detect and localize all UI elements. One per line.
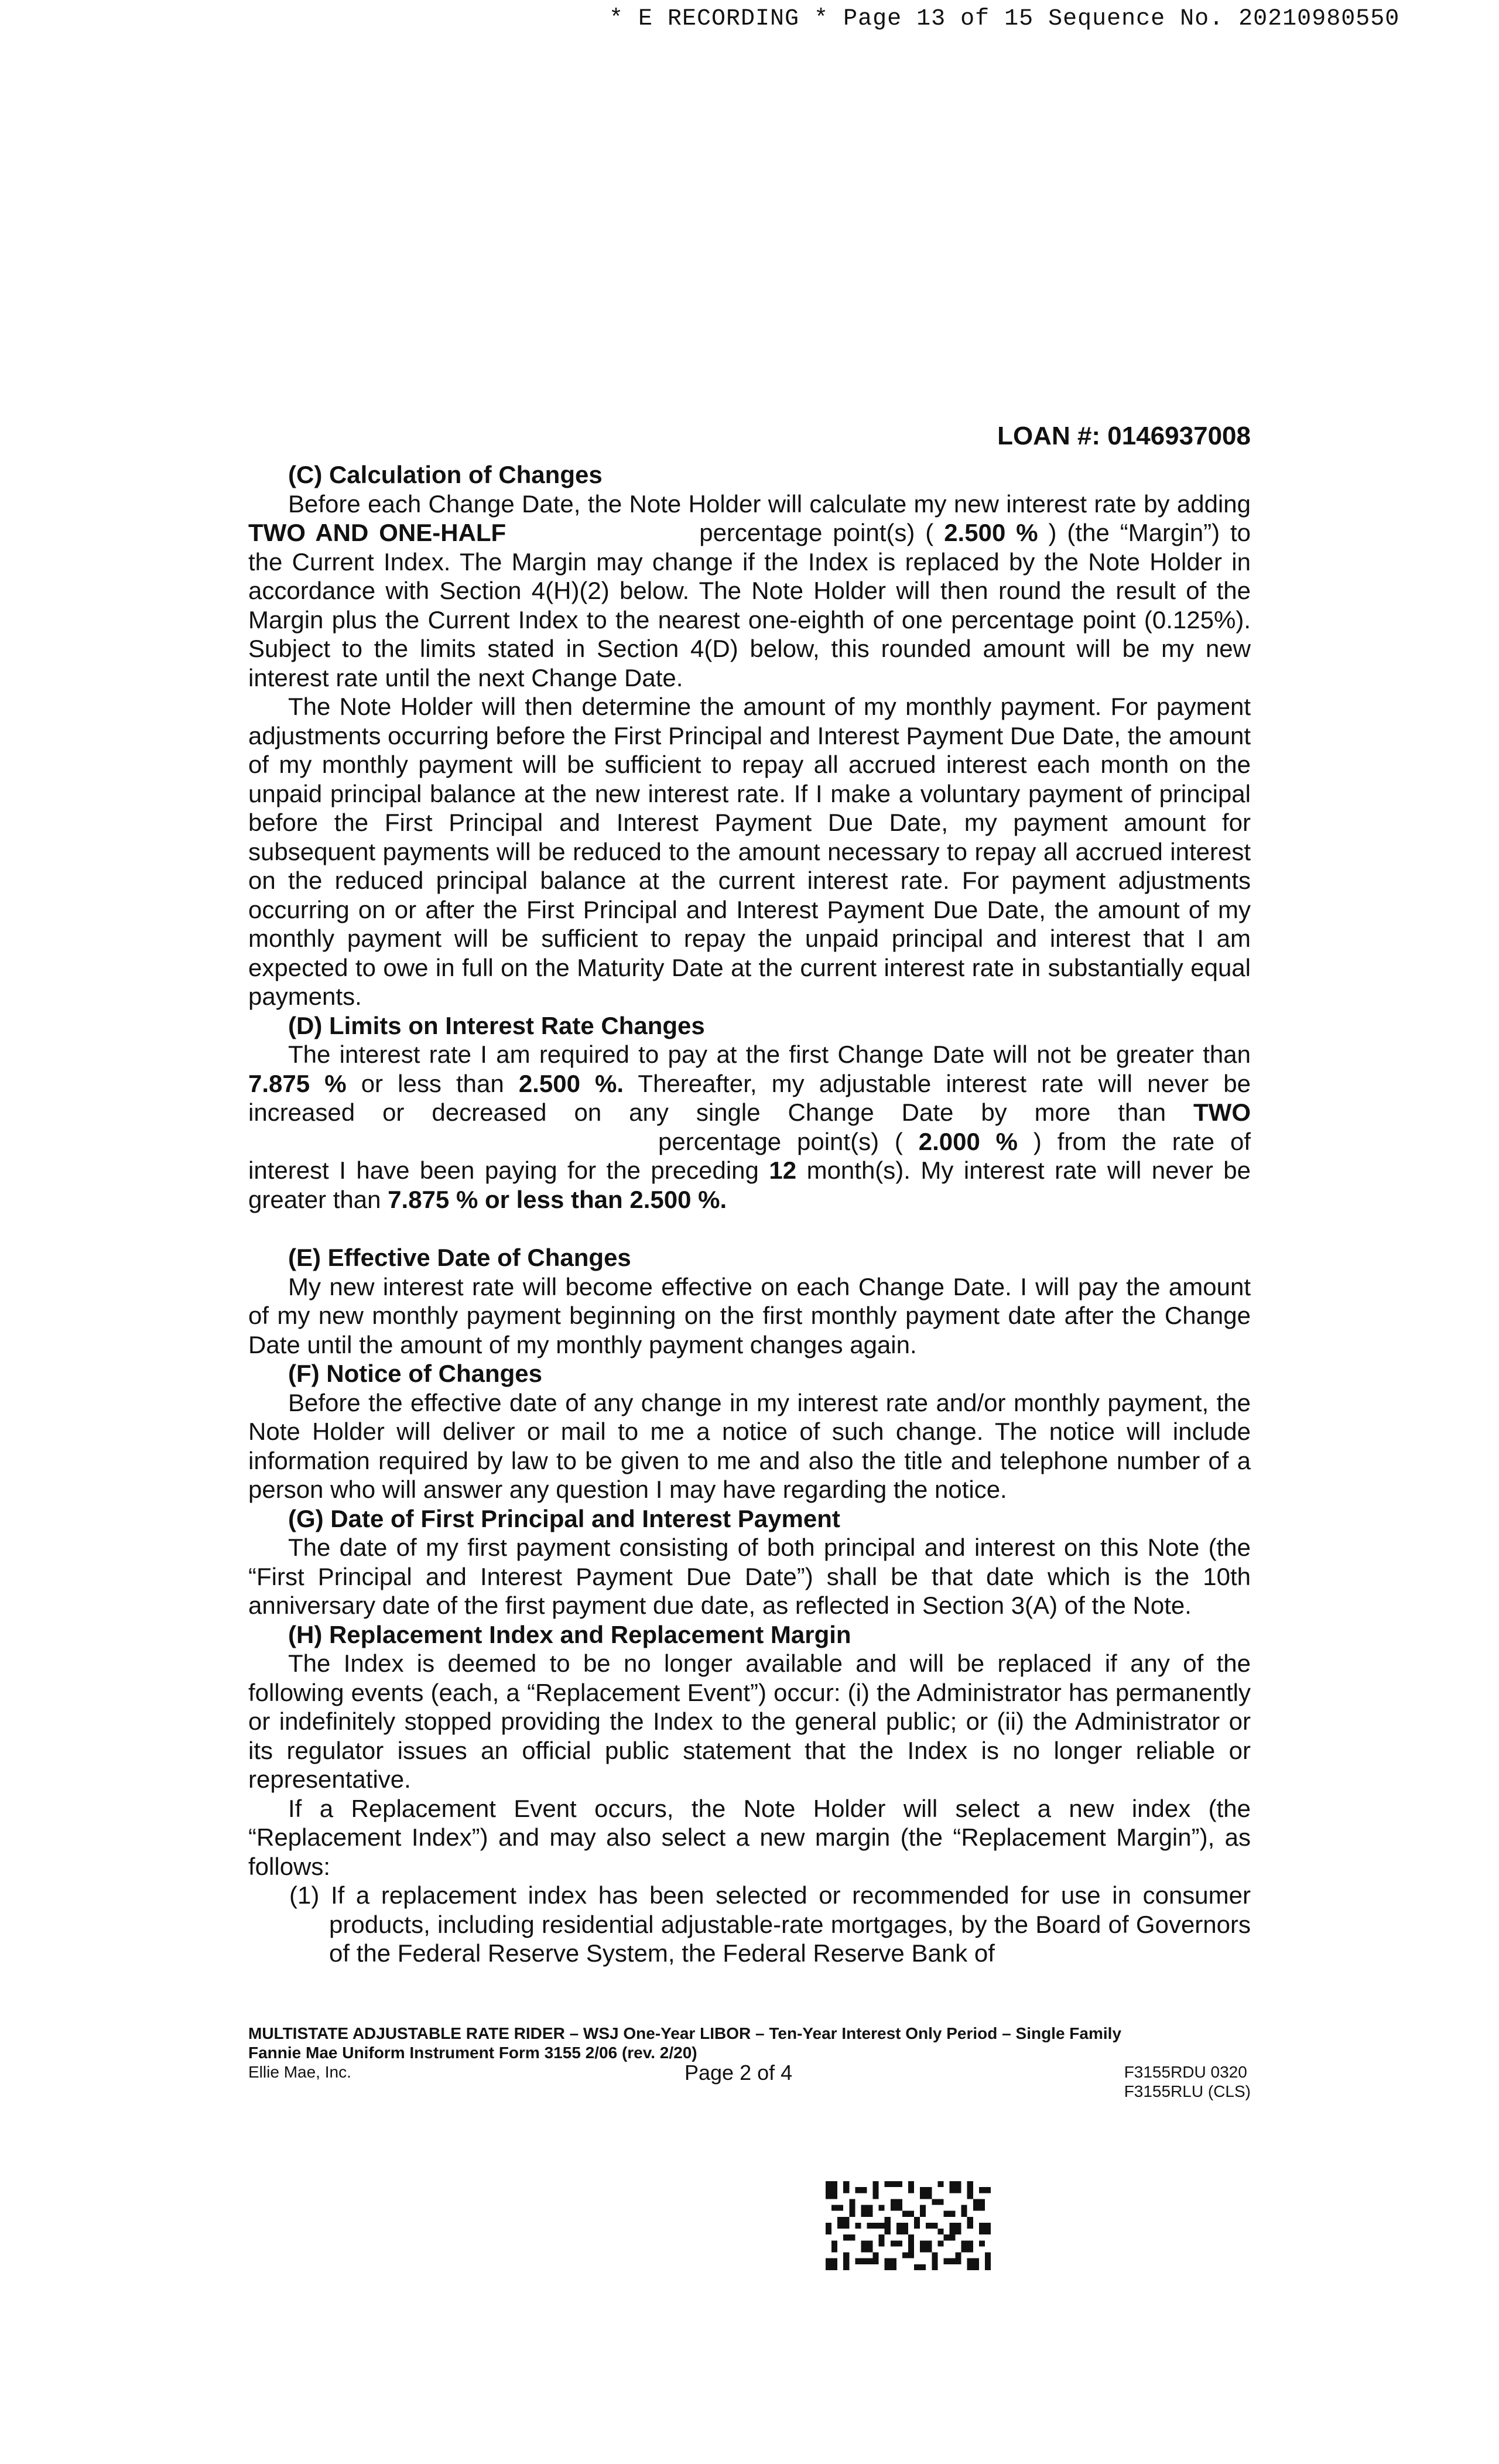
step-percent: 2.000 % xyxy=(918,1127,1018,1155)
margin-words: TWO AND ONE-HALF xyxy=(248,519,506,546)
section-h-paragraph-1: The Index is deemed to be no longer available and will be replaced if any of the following events (each, a “Replacement Event”) occur: (i) the Administrator has permanently or indefinitely stopped providing the Index to the general public; or (ii) the Administrator or its regulator issues an official public statement that the Index is no longer reliable or representative. xyxy=(248,1649,1251,1793)
footer-form-title: MULTISTATE ADJUSTABLE RATE RIDER – WSJ One-Year LIBOR – Ten-Year Interest Only Period – Single Family xyxy=(248,2024,1122,2042)
margin-percent: 2.500 % xyxy=(944,519,1038,546)
section-g-heading: (G) Date of First Principal and Interest Payment xyxy=(288,1504,840,1532)
section-e-heading: (E) Effective Date of Changes xyxy=(288,1244,631,1271)
section-d-paragraph: The interest rate I am required to pay at the first Change Date will not be greater than 7.875 % or less than 2.500 %. Thereafter, my adjustable interest rate will never be increased or decreased on any single Change Date by more than TWOpercentage point(s) ( 2.000 % ) from the rate of interest I have been paying for the preceding 12 month(s). My interest rate will never be greater than 7.875 % or less than 2.500 %. xyxy=(248,1041,1251,1213)
section-c-paragraph-2: The Note Holder will then determine the amount of my monthly payment. For payment adjustments occurring before the First Principal and Interest Payment Due Date, the amount of my monthly payment will be sufficient to repay all accrued interest each month on the unpaid principal balance at the new interest rate. If I make a voluntary payment of principal before the First Principal and Interest Payment Due Date, my payment amount for subsequent payments will be reduced to the amount necessary to repay all accrued interest on the reduced principal balance at the current interest rate. For payment adjustments occurring on or after the First Principal and Interest Payment Due Date, the amount of my monthly payment will be sufficient to repay the unpaid principal and interest that I am expected to owe in full on the Maturity Date at the current interest rate in substantially equal payments. xyxy=(248,693,1251,1010)
footer-form-codes: F3155RDU 0320 F3155RLU (CLS) xyxy=(1124,2063,1251,2100)
document-body xyxy=(248,460,1251,1968)
footer-page-number: Page 2 of 4 xyxy=(685,2061,793,2085)
min-first-rate: 2.500 %. xyxy=(518,1069,624,1097)
lifetime-limits: 7.875 % or less than 2.500 %. xyxy=(388,1185,727,1213)
section-h-heading: (H) Replacement Index and Replacement Margin xyxy=(288,1620,851,1648)
section-f-paragraph: Before the effective date of any change in my interest rate and/or monthly payment, the Note Holder will deliver or mail to me a notice of such change. The notice will include information required by law to be given to me and also the title and telephone number of a person who will answer any question I may have regarding the notice. xyxy=(248,1388,1251,1503)
loan-number: LOAN #: 0146937008 xyxy=(997,422,1251,450)
footer-company: Ellie Mae, Inc. xyxy=(248,2063,351,2081)
section-c-paragraph-1: Before each Change Date, the Note Holder will calculate my new interest rate by adding TWO AND ONE-HALF percentage point(s) ( 2.500 % ) (the “Margin”) to the Current Index. The Margin may change if the Index is replaced by the Note Holder in accordance with Section 4(H)(2) below. The Note Holder will then round the result of the Margin plus the Current Index to the nearest one-eighth of one percentage point (0.125%). Subject to the limits stated in Section 4(D) below, this rounded amount will be my new interest rate until the next Change Date. xyxy=(248,490,1251,692)
section-h-list-item-1: (1) If a replacement index has been selected or recommended for use in consumer products, including residential adjustable-rate mortgages, by the Board of Governors of the Federal Reserve System, the Federal Reserve Bank of xyxy=(289,1881,1251,1967)
section-d-heading: (D) Limits on Interest Rate Changes xyxy=(288,1011,705,1039)
section-e-paragraph: My new interest rate will become effective on each Change Date. I will pay the amount of my new monthly payment beginning on the first monthly payment date after the Change Date until the amount of my monthly payment changes again. xyxy=(248,1272,1251,1358)
max-first-rate: 7.875 % xyxy=(248,1069,347,1097)
barcode-icon xyxy=(826,2181,991,2270)
section-g-paragraph: The date of my first payment consisting of both principal and interest on this Note (the “First Principal and Interest Payment Due Date”) shall be that date which is the 10th anniversary date of the first payment due date, as reflected in Section 3(A) of the Note. xyxy=(248,1534,1251,1619)
recording-header: * E RECORDING * Page 13 of 15 Sequence No. 20210980550 xyxy=(609,6,1400,32)
section-f-heading: (F) Notice of Changes xyxy=(288,1360,543,1387)
footer-form-number: Fannie Mae Uniform Instrument Form 3155 2/06 (rev. 2/20) xyxy=(248,2044,697,2062)
step-words: TWO xyxy=(1193,1098,1251,1126)
preceding-months: 12 xyxy=(769,1156,797,1184)
section-c-heading: (C) Calculation of Changes xyxy=(288,461,603,488)
page-footer xyxy=(248,2024,1251,2100)
section-h-paragraph-2: If a Replacement Event occurs, the Note Holder will select a new index (the “Replacement Index”) and may also select a new margin (the “Replacement Margin”), as follows: xyxy=(248,1794,1251,1880)
